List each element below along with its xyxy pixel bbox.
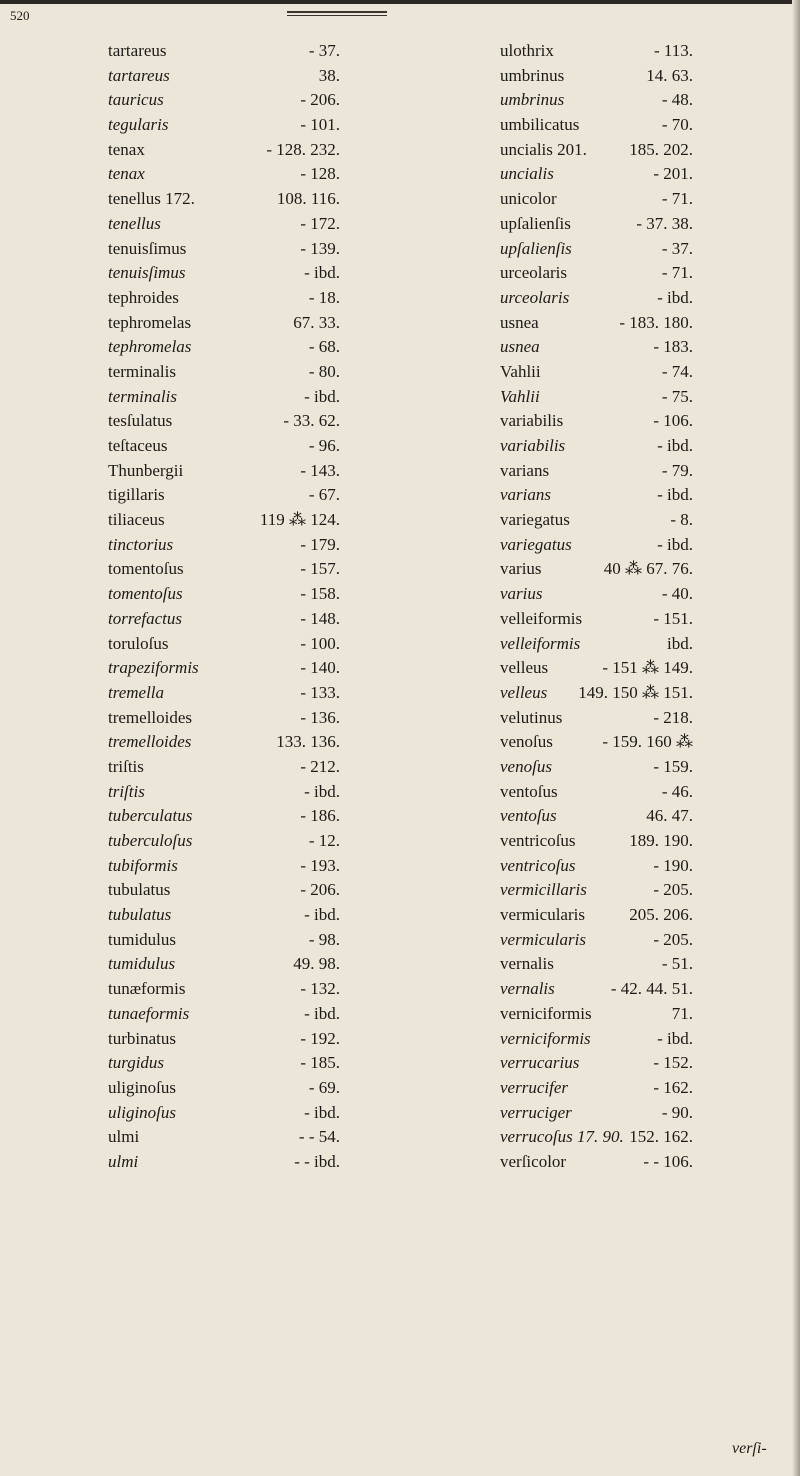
index-entry <box>108 87 453 112</box>
index-entry <box>108 285 453 310</box>
index-entry <box>500 310 790 335</box>
index-term: urceolaris <box>500 287 570 307</box>
page-references: - 143. <box>300 460 340 480</box>
index-entry <box>108 927 453 952</box>
page-references: - ibd. <box>657 287 693 307</box>
index-term: tuberculatus <box>108 806 193 826</box>
index-entry <box>500 828 790 853</box>
index-term: variabilis <box>500 411 564 431</box>
index-term: upſalienſis <box>500 213 571 233</box>
index-entry <box>500 384 790 409</box>
index-entry <box>108 581 453 606</box>
page-references: - 201. <box>653 164 693 184</box>
page-references: 185. 202. <box>629 139 693 159</box>
index-entry <box>500 902 790 927</box>
index-entry <box>500 1075 790 1100</box>
page-references: - 157. <box>300 559 340 579</box>
index-term: terminalis <box>108 386 177 406</box>
page-references: - 18. <box>308 287 340 307</box>
index-term: venoſus <box>500 732 553 752</box>
page-references: - 159. <box>653 756 693 776</box>
index-term: usnea <box>500 312 539 332</box>
index-term: tephromelas <box>108 312 192 332</box>
index-entry <box>108 1100 453 1125</box>
index-entry <box>500 408 790 433</box>
index-term: tephromelas <box>108 337 192 357</box>
page-references: - 101. <box>300 115 340 135</box>
index-term: tenax <box>108 139 145 159</box>
page-references: - ibd. <box>304 1102 340 1122</box>
index-term: vernalis <box>500 979 555 999</box>
page-references: - 37. <box>308 41 340 60</box>
index-term: tenuisſimus <box>108 238 187 258</box>
index-term: upſalienſis <box>500 238 572 258</box>
index-entry <box>108 853 453 878</box>
page-references: - 158. <box>300 584 340 604</box>
index-term: tigillaris <box>108 485 165 505</box>
index-term: tunaeformis <box>108 1003 190 1023</box>
page-references: - 71. <box>661 263 693 283</box>
index-term: tephroides <box>108 287 179 307</box>
index-term: verniciformis <box>500 1028 591 1048</box>
page-references: 14. 63. <box>646 65 693 85</box>
index-entry <box>108 211 453 236</box>
page-references: - - 54. <box>298 1127 340 1147</box>
page-references: 119 ⁂ 124. <box>259 510 340 530</box>
index-term: tauricus <box>108 90 164 110</box>
page-references: 67. 33. <box>293 312 340 332</box>
index-entry <box>500 631 790 656</box>
index-entry <box>500 161 790 186</box>
page-references: - 206. <box>300 880 340 900</box>
index-term: Vahlii <box>500 361 541 381</box>
index-entry <box>500 433 790 458</box>
page-references: - 37. <box>661 238 693 258</box>
index-term: uncialis 201. <box>500 139 587 159</box>
page-references: 71. <box>671 1003 693 1023</box>
index-term: velutinus <box>500 707 563 727</box>
page-references: - 140. <box>300 658 340 678</box>
index-entry <box>108 877 453 902</box>
page-references: - 71. <box>661 189 693 209</box>
index-term: verſicolor <box>500 1151 567 1171</box>
index-entry <box>108 482 453 507</box>
index-entry <box>500 112 790 137</box>
page-references: - 80. <box>308 361 340 381</box>
index-entry <box>108 828 453 853</box>
index-entry <box>108 408 453 433</box>
index-term: turgidus <box>108 1053 165 1073</box>
page-number: 520 <box>10 8 30 23</box>
index-entry <box>500 1100 790 1125</box>
index-entry <box>500 1026 790 1051</box>
index-term: tenuisſimus <box>108 263 186 283</box>
page-references: - 68. <box>308 337 340 357</box>
page-references: 46. 47. <box>646 806 693 826</box>
page-references: - ibd. <box>304 905 340 925</box>
index-entry <box>500 556 790 581</box>
page-references: - ibd. <box>304 263 340 283</box>
index-entry <box>500 532 790 557</box>
index-entry <box>500 260 790 285</box>
index-term: tomentoſus <box>108 584 183 604</box>
index-term: turbinatus <box>108 1028 176 1048</box>
page-references: - 12. <box>308 831 340 850</box>
index-term: tubiformis <box>108 855 178 875</box>
page-references: - 128. 232. <box>266 139 340 159</box>
index-term: varius <box>500 584 543 604</box>
index-term: torrefactus <box>108 608 182 628</box>
page-references: 40 ⁂ 67. 76. <box>603 559 693 579</box>
page-references: - 183. <box>653 337 693 357</box>
header-rule <box>287 11 387 16</box>
index-term: vermicularis <box>500 929 586 949</box>
index-term: tremella <box>108 682 165 702</box>
page-references: - 8. <box>670 510 693 530</box>
index-entry <box>500 137 790 162</box>
page-references: - 90. <box>661 1102 693 1122</box>
index-term: verrucoſus 17. 90. <box>500 1127 624 1147</box>
index-term: velleus <box>500 658 549 678</box>
index-entry <box>108 631 453 656</box>
index-term: uliginoſus <box>108 1102 177 1122</box>
page-references: - ibd. <box>657 534 693 554</box>
page-references: - 205. <box>653 929 693 949</box>
index-entry <box>108 705 453 730</box>
index-term: tiliaceus <box>108 510 165 530</box>
page-references: - 172. <box>300 213 340 233</box>
index-term: umbrinus <box>500 90 565 110</box>
page-references: - ibd. <box>657 1028 693 1048</box>
right-index-column <box>500 38 790 1174</box>
index-term: varius <box>500 559 542 579</box>
index-term: ventricoſus <box>500 831 576 850</box>
index-term: ventricoſus <box>500 855 576 875</box>
page-references: 38. <box>318 65 340 85</box>
page-references: - 46. <box>661 781 693 801</box>
page-references: - 96. <box>308 436 340 455</box>
index-term: usnea <box>500 337 540 357</box>
index-entry <box>500 680 790 705</box>
page-references: - 212. <box>300 756 340 776</box>
page-references: - 106. <box>653 411 693 431</box>
index-entry <box>500 359 790 384</box>
index-entry <box>500 458 790 483</box>
index-entry <box>108 951 453 976</box>
page-references: - 69. <box>308 1077 340 1097</box>
index-term: tegularis <box>108 115 169 135</box>
index-term: tenellus 172. <box>108 189 195 209</box>
index-entry <box>108 334 453 359</box>
page-references: - 218. <box>653 707 693 727</box>
index-entry <box>108 606 453 631</box>
index-term: variegatus <box>500 510 570 530</box>
index-term: tremelloides <box>108 707 193 727</box>
index-term: umbilicatus <box>500 115 580 135</box>
index-entry <box>108 1149 453 1174</box>
page-references: - 162. <box>653 1077 693 1097</box>
page-references: - 185. <box>300 1053 340 1073</box>
index-term: tartareus <box>108 41 167 60</box>
index-entry <box>500 186 790 211</box>
index-term: tumidulus <box>108 929 177 949</box>
index-term: variabilis <box>500 436 566 455</box>
page-references: - 193. <box>300 855 340 875</box>
page-references: - 139. <box>300 238 340 258</box>
index-entry <box>108 384 453 409</box>
page-references: ibd. <box>667 633 693 653</box>
index-term: triſtis <box>108 756 144 776</box>
index-entry <box>108 186 453 211</box>
index-term: velleus <box>500 682 548 702</box>
page-references: - 51. <box>661 954 693 974</box>
page-references: - 192. <box>300 1028 340 1048</box>
index-term: velleiformis <box>500 608 583 628</box>
index-entry <box>500 705 790 730</box>
index-term: teſtaceus <box>108 436 168 455</box>
index-entry <box>108 729 453 754</box>
index-entry <box>500 38 790 63</box>
index-term: ulmi <box>108 1127 140 1147</box>
page-references: - 79. <box>661 460 693 480</box>
index-entry <box>500 334 790 359</box>
index-entry <box>500 87 790 112</box>
page-references: 49. 98. <box>293 954 340 974</box>
index-term: urceolaris <box>500 263 568 283</box>
page-references: - 151 ⁂ 149. <box>602 658 693 678</box>
page-references: - 151. <box>653 608 693 628</box>
page-references: - - 106. <box>643 1151 693 1171</box>
page-references: - 33. 62. <box>283 411 340 431</box>
index-term: vermicularis <box>500 905 585 925</box>
page-references: - 48. <box>661 90 693 110</box>
index-term: Vahlii <box>500 386 540 406</box>
index-entry <box>500 236 790 261</box>
index-term: tenellus <box>108 213 161 233</box>
index-term: umbrinus <box>500 65 565 85</box>
page-references: - ibd. <box>657 485 693 505</box>
index-term: tesſulatus <box>108 411 173 431</box>
page-references: - 98. <box>308 929 340 949</box>
page-references: 152. 162. <box>629 1127 693 1147</box>
index-term: uliginoſus <box>108 1077 177 1097</box>
page-references: - ibd. <box>304 781 340 801</box>
page-edge-shadow <box>792 0 800 1476</box>
index-term: toruloſus <box>108 633 169 653</box>
page-references: - 206. <box>300 90 340 110</box>
index-entry <box>108 310 453 335</box>
index-entry <box>500 1124 790 1149</box>
index-term: triſtis <box>108 781 145 801</box>
page-references: 133. 136. <box>276 732 340 752</box>
index-entry <box>500 285 790 310</box>
index-term: vernalis <box>500 954 554 974</box>
index-term: tremelloides <box>108 732 192 752</box>
index-entry <box>500 729 790 754</box>
index-term: uncialis <box>500 164 554 184</box>
index-term: verrucifer <box>500 1077 568 1097</box>
index-entry <box>500 803 790 828</box>
page-references: - - ibd. <box>294 1151 340 1171</box>
index-entry <box>108 680 453 705</box>
index-entry <box>108 507 453 532</box>
index-term: ulothrix <box>500 41 554 60</box>
index-entry <box>500 1001 790 1026</box>
index-entry <box>108 655 453 680</box>
index-term: tomentoſus <box>108 559 184 579</box>
left-index-column <box>108 38 453 1174</box>
index-entry <box>500 779 790 804</box>
index-entry <box>500 655 790 680</box>
index-entry <box>108 1075 453 1100</box>
index-entry <box>108 532 453 557</box>
page-references: - 186. <box>300 806 340 826</box>
index-entry <box>500 211 790 236</box>
page-references: - 179. <box>300 534 340 554</box>
index-entry <box>500 606 790 631</box>
page-references: - 40. <box>661 584 693 604</box>
index-entry <box>500 482 790 507</box>
index-term: ventoſus <box>500 806 557 826</box>
index-entry <box>108 359 453 384</box>
index-term: ulmi <box>108 1151 139 1171</box>
page-references: - 74. <box>661 361 693 381</box>
index-entry <box>108 1124 453 1149</box>
page-references: - 159. 160 ⁂ <box>602 732 693 752</box>
index-term: tubulatus <box>108 905 172 925</box>
index-term: tuberculoſus <box>108 831 193 850</box>
page-references: 189. 190. <box>629 831 693 850</box>
index-term: unicolor <box>500 189 557 209</box>
page-references: - 128. <box>300 164 340 184</box>
index-term: verniciformis <box>500 1003 592 1023</box>
index-entry <box>500 927 790 952</box>
index-entry <box>108 976 453 1001</box>
page-references: - 113. <box>653 41 693 60</box>
index-entry <box>108 433 453 458</box>
page-references: - 152. <box>653 1053 693 1073</box>
page-references: - 183. 180. <box>619 312 693 332</box>
index-term: tumidulus <box>108 954 176 974</box>
index-entry <box>500 581 790 606</box>
index-entry <box>108 38 453 63</box>
page-references: - 148. <box>300 608 340 628</box>
page-references: - 37. 38. <box>636 213 693 233</box>
index-term: varians <box>500 485 551 505</box>
index-entry <box>500 507 790 532</box>
index-entry <box>108 161 453 186</box>
page-references: 149. 150 ⁂ 151. <box>578 682 693 702</box>
page-references: - 133. <box>300 682 340 702</box>
index-entry <box>108 1026 453 1051</box>
page-references: - 67. <box>308 485 340 505</box>
index-entry <box>108 137 453 162</box>
index-term: tartareus <box>108 65 170 85</box>
index-term: varians <box>500 460 550 480</box>
index-entry <box>108 236 453 261</box>
page-references: - 100. <box>300 633 340 653</box>
index-entry <box>108 112 453 137</box>
index-term: trapeziformis <box>108 658 199 678</box>
page-references: - 132. <box>300 979 340 999</box>
index-term: vermicillaris <box>500 880 587 900</box>
index-entry <box>108 779 453 804</box>
top-border <box>0 0 800 4</box>
index-term: velleiformis <box>500 633 581 653</box>
page-references: - 75. <box>661 386 693 406</box>
index-entry <box>108 803 453 828</box>
index-entry <box>108 260 453 285</box>
index-term: tunæformis <box>108 979 186 999</box>
page-references: 108. 116. <box>276 189 340 209</box>
page-references: - 136. <box>300 707 340 727</box>
page-references: - 190. <box>653 855 693 875</box>
index-entry <box>108 1050 453 1075</box>
page-references: - 42. 44. 51. <box>610 979 693 999</box>
index-term: tinctorius <box>108 534 174 554</box>
index-term: verruciger <box>500 1102 572 1122</box>
index-term: tenax <box>108 164 145 184</box>
index-entry <box>500 1149 790 1174</box>
page-references: - ibd. <box>304 386 340 406</box>
page-references: - ibd. <box>657 436 693 455</box>
index-entry <box>500 951 790 976</box>
index-entry <box>500 877 790 902</box>
index-entry <box>108 902 453 927</box>
index-term: tubulatus <box>108 880 171 900</box>
index-entry <box>500 754 790 779</box>
index-term: terminalis <box>108 361 176 381</box>
index-term: venoſus <box>500 756 552 776</box>
index-entry <box>500 63 790 88</box>
index-entry <box>108 556 453 581</box>
page-references: - 70. <box>661 115 693 135</box>
page-references: - 205. <box>653 880 693 900</box>
index-term: Thunbergii <box>108 460 184 480</box>
index-term: variegatus <box>500 534 572 554</box>
index-entry <box>500 1050 790 1075</box>
catchword: verſi- <box>732 1440 767 1457</box>
index-term: verrucarius <box>500 1053 580 1073</box>
index-entry <box>500 853 790 878</box>
index-entry <box>108 458 453 483</box>
index-entry <box>500 976 790 1001</box>
index-term: ventoſus <box>500 781 558 801</box>
page-references: 205. 206. <box>629 905 693 925</box>
index-entry <box>108 1001 453 1026</box>
index-entry <box>108 63 453 88</box>
index-entry <box>108 754 453 779</box>
page-references: - ibd. <box>304 1003 340 1023</box>
